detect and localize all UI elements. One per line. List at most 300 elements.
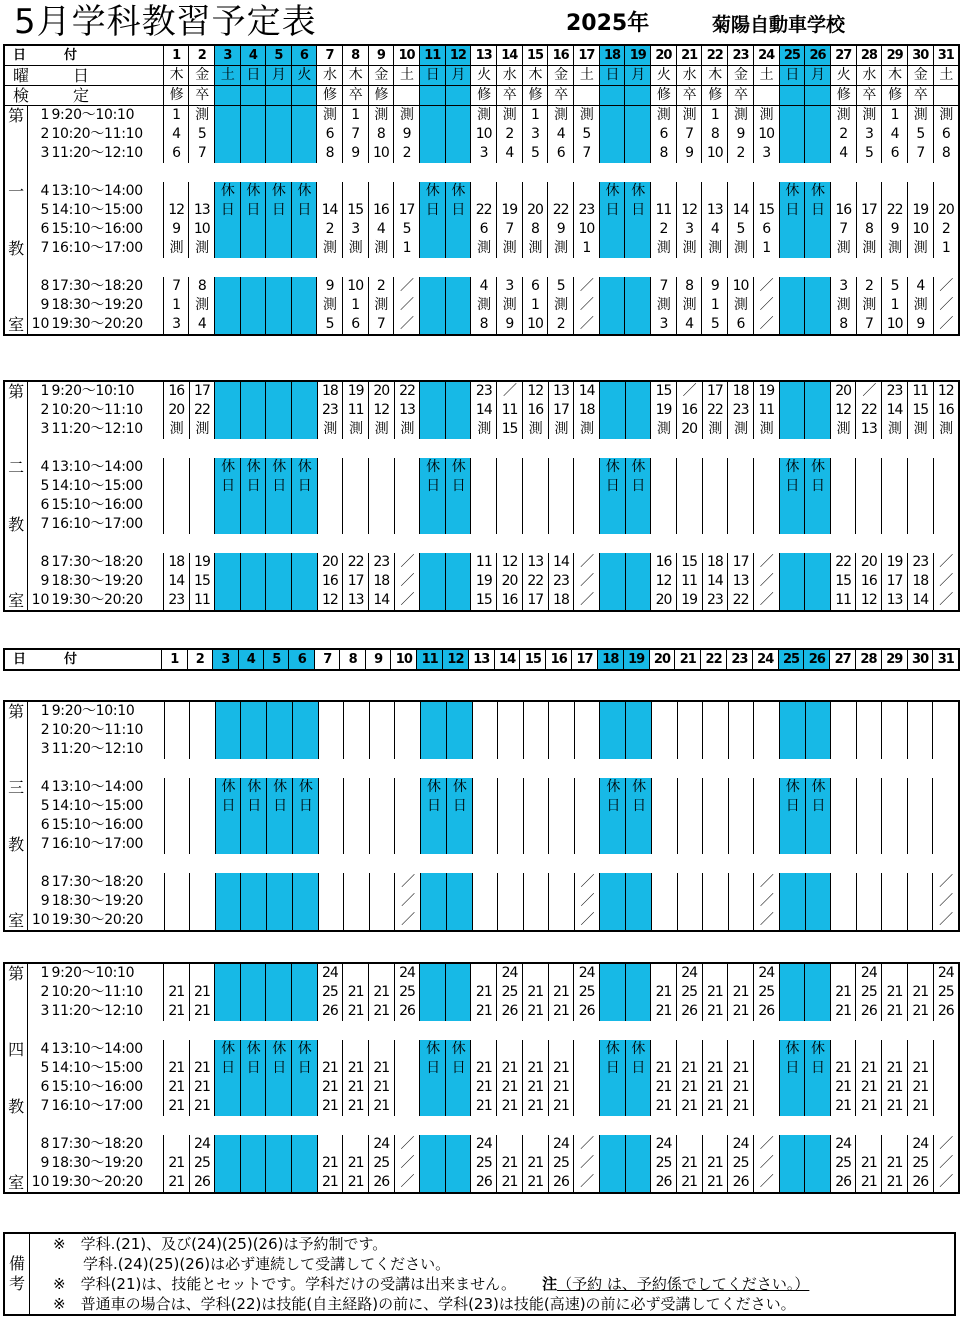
period-time: 19:30～20:20 bbox=[50, 591, 163, 611]
schedule-cell: 6 bbox=[471, 220, 497, 239]
schedule-cell: 25 bbox=[471, 1154, 497, 1173]
schedule-cell: 21 bbox=[343, 983, 369, 1002]
period-number: 3 bbox=[40, 1003, 50, 1019]
schedule-cell bbox=[344, 740, 369, 759]
schedule-cell: 測 bbox=[522, 239, 548, 258]
period-number: 5 bbox=[40, 1060, 50, 1076]
schedule-cell: 日 bbox=[626, 797, 652, 816]
room-side-char: 室 bbox=[4, 1173, 28, 1193]
date-cell: 1 bbox=[163, 45, 189, 66]
schedule-cell bbox=[549, 721, 574, 740]
schedule-cell bbox=[549, 892, 574, 911]
period-time: 17:30～18:20 bbox=[50, 1135, 163, 1154]
schedule-cell bbox=[163, 496, 189, 515]
schedule-cell: 9 bbox=[163, 220, 189, 239]
period-time: 16:10～17:00 bbox=[50, 1097, 163, 1116]
schedule-cell: 21 bbox=[856, 1173, 882, 1193]
schedule-cell: 13 bbox=[882, 591, 908, 611]
schedule-cell: ／ bbox=[753, 1154, 779, 1173]
schedule-cell bbox=[652, 835, 677, 854]
schedule-cell bbox=[291, 277, 317, 296]
schedule-cell bbox=[548, 182, 574, 201]
room-side-blank bbox=[4, 797, 28, 816]
weekday-cell: 日 bbox=[419, 66, 445, 86]
schedule-cell: 測 bbox=[651, 239, 677, 258]
room-side-blank bbox=[4, 1078, 28, 1097]
schedule-cell: 休 bbox=[445, 458, 471, 477]
schedule-cell bbox=[677, 797, 702, 816]
schedule-cell bbox=[856, 892, 881, 911]
schedule-cell bbox=[342, 182, 368, 201]
room-side-char: 第 bbox=[4, 106, 28, 126]
schedule-cell bbox=[599, 125, 625, 144]
schedule-cell bbox=[882, 778, 907, 797]
room-side-char: 教 bbox=[4, 1097, 28, 1116]
schedule-cell: 21 bbox=[189, 1078, 215, 1097]
schedule-cell bbox=[215, 106, 241, 126]
schedule-cell: 測 bbox=[728, 239, 754, 258]
schedule-cell bbox=[625, 1154, 651, 1173]
schedule-cell bbox=[702, 182, 728, 201]
schedule-cell bbox=[420, 1135, 446, 1154]
schedule-cell bbox=[625, 496, 651, 515]
schedule-cell: 20 bbox=[522, 201, 548, 220]
period-number: 7 bbox=[40, 516, 50, 532]
schedule-cell bbox=[344, 701, 369, 721]
schedule-cell: 16 bbox=[368, 201, 394, 220]
schedule-cell bbox=[856, 496, 882, 515]
schedule-cell bbox=[728, 835, 753, 854]
schedule-cell: 16 bbox=[856, 572, 882, 591]
schedule-cell: 18 bbox=[368, 572, 394, 591]
schedule-cell: ／ bbox=[394, 1135, 420, 1154]
schedule-cell bbox=[291, 515, 317, 534]
schedule-cell bbox=[420, 381, 446, 401]
schedule-cell bbox=[445, 1173, 471, 1193]
row-gap bbox=[28, 759, 959, 778]
schedule-cell bbox=[728, 496, 754, 515]
room-side-char: 室 bbox=[4, 591, 28, 611]
schedule-cell: 日 bbox=[420, 477, 446, 496]
room-side-blank bbox=[4, 201, 28, 220]
schedule-cell: 7 bbox=[496, 220, 522, 239]
schedule-cell bbox=[419, 239, 445, 258]
schedule-cell bbox=[600, 572, 626, 591]
period-time: 13:10～14:00 bbox=[50, 1040, 163, 1059]
schedule-cell: ／ bbox=[933, 591, 959, 611]
room-side-char: 教 bbox=[4, 239, 28, 258]
schedule-cell bbox=[625, 220, 651, 239]
room-side-spacer bbox=[4, 1116, 28, 1135]
schedule-cell: ／ bbox=[574, 911, 600, 931]
schedule-cell: 12 bbox=[163, 201, 189, 220]
schedule-cell bbox=[291, 1173, 317, 1193]
schedule-cell bbox=[368, 515, 394, 534]
schedule-cell: ／ bbox=[574, 591, 600, 611]
schedule-cell: 日 bbox=[241, 797, 267, 816]
schedule-cell: ／ bbox=[753, 892, 779, 911]
schedule-cell: 5 bbox=[728, 220, 754, 239]
schedule-cell bbox=[497, 458, 523, 477]
schedule-cell: 休 bbox=[215, 778, 241, 797]
schedule-cell: 休 bbox=[240, 458, 266, 477]
schedule-cell bbox=[882, 740, 907, 759]
schedule-cell bbox=[574, 496, 600, 515]
date-cell: 7 bbox=[314, 649, 339, 670]
schedule-cell: ／ bbox=[753, 296, 779, 315]
schedule-cell bbox=[652, 816, 677, 835]
schedule-cell bbox=[933, 496, 959, 515]
schedule-cell bbox=[472, 778, 497, 797]
schedule-cell bbox=[626, 740, 652, 759]
row-gap bbox=[28, 439, 959, 458]
schedule-cell: 24 bbox=[856, 963, 882, 983]
schedule-cell bbox=[163, 1135, 189, 1154]
schedule-cell: 休 bbox=[291, 458, 317, 477]
schedule-cell: 21 bbox=[856, 1078, 882, 1097]
schedule-cell bbox=[291, 1097, 317, 1116]
schedule-cell: 19 bbox=[882, 553, 908, 572]
schedule-cell bbox=[267, 816, 293, 835]
schedule-cell bbox=[625, 572, 651, 591]
schedule-cell bbox=[445, 1135, 471, 1154]
period-time: 19:30～20:20 bbox=[50, 315, 163, 335]
schedule-cell: 11 bbox=[189, 591, 215, 611]
schedule-cell: 日 bbox=[625, 477, 651, 496]
schedule-cell: 12 bbox=[497, 553, 523, 572]
schedule-cell bbox=[163, 963, 189, 983]
schedule-cell bbox=[241, 816, 267, 835]
schedule-cell bbox=[676, 1135, 702, 1154]
schedule-cell: 19 bbox=[343, 381, 369, 401]
schedule-cell: 21 bbox=[497, 1078, 523, 1097]
date-cell: 2 bbox=[187, 649, 212, 670]
period-time: 13:10～14:00 bbox=[50, 458, 163, 477]
schedule-cell: 休 bbox=[779, 778, 805, 797]
date-cell: 15 bbox=[520, 649, 546, 670]
schedule-cell bbox=[882, 797, 907, 816]
schedule-cell: 17 bbox=[882, 572, 908, 591]
schedule-cell bbox=[728, 1040, 754, 1059]
schedule-cell bbox=[240, 296, 266, 315]
schedule-cell bbox=[702, 1135, 728, 1154]
schedule-cell: 17 bbox=[856, 201, 882, 220]
weekday-cell: 土 bbox=[574, 66, 600, 86]
schedule-cell bbox=[522, 182, 548, 201]
schedule-cell: 21 bbox=[548, 1002, 574, 1021]
schedule-cell: 5 bbox=[522, 144, 548, 163]
schedule-cell bbox=[215, 911, 241, 931]
schedule-cell bbox=[549, 911, 574, 931]
schedule-cell: ／ bbox=[574, 277, 600, 296]
schedule-cell: 4 bbox=[189, 315, 215, 335]
schedule-cell bbox=[420, 572, 446, 591]
schedule-cell bbox=[241, 873, 267, 892]
schedule-cell bbox=[625, 296, 651, 315]
schedule-cell bbox=[907, 477, 933, 496]
schedule-cell: 21 bbox=[343, 1002, 369, 1021]
schedule-cell: 21 bbox=[907, 1002, 933, 1021]
schedule-cell bbox=[291, 381, 317, 401]
schedule-cell bbox=[394, 458, 420, 477]
schedule-cell bbox=[728, 701, 753, 721]
schedule-cell bbox=[498, 740, 523, 759]
schedule-cell: 休 bbox=[445, 182, 471, 201]
schedule-cell: 4 bbox=[496, 144, 522, 163]
period-number: 8 bbox=[40, 278, 50, 294]
schedule-cell: 19 bbox=[676, 591, 702, 611]
schedule-cell bbox=[805, 911, 831, 931]
schedule-cell bbox=[677, 873, 702, 892]
schedule-cell bbox=[445, 572, 471, 591]
schedule-cell: 10 bbox=[471, 125, 497, 144]
date-cell: 27 bbox=[830, 649, 856, 670]
schedule-cell bbox=[831, 873, 856, 892]
schedule-cell: 3 bbox=[522, 125, 548, 144]
schedule-cell bbox=[703, 911, 728, 931]
schedule-cell bbox=[291, 1078, 317, 1097]
schedule-cell bbox=[728, 797, 753, 816]
schedule-cell bbox=[240, 515, 266, 534]
schedule-cell bbox=[856, 701, 881, 721]
schedule-cell bbox=[369, 873, 394, 892]
page-title: 5月学科教習予定表 bbox=[14, 2, 317, 42]
schedule-cell bbox=[164, 778, 189, 797]
schedule-cell bbox=[549, 778, 574, 797]
schedule-cell bbox=[497, 477, 523, 496]
schedule-cell: 7 bbox=[856, 315, 882, 335]
schedule-cell bbox=[779, 835, 805, 854]
schedule-cell bbox=[318, 816, 343, 835]
period-number: 2 bbox=[40, 722, 50, 738]
schedule-cell bbox=[266, 144, 292, 163]
date-cell: 24 bbox=[752, 649, 778, 670]
room-side-blank bbox=[4, 1135, 28, 1154]
schedule-cell: 20 bbox=[933, 201, 959, 220]
schedule-cell: 1 bbox=[753, 239, 779, 258]
schedule-cell: 16 bbox=[933, 401, 959, 420]
schedule-cell: 18 bbox=[163, 553, 189, 572]
room-side-char: 教 bbox=[4, 835, 28, 854]
schedule-cell bbox=[625, 983, 651, 1002]
schedule-cell: 7 bbox=[574, 144, 600, 163]
date-cell: 13 bbox=[471, 45, 497, 66]
schedule-cell: 24 bbox=[497, 963, 523, 983]
schedule-cell: 8 bbox=[830, 315, 856, 335]
remark-line bbox=[53, 1274, 809, 1294]
schedule-cell bbox=[291, 239, 317, 258]
schedule-cell bbox=[317, 477, 343, 496]
schedule-cell bbox=[651, 477, 677, 496]
period-time: 14:10～15:00 bbox=[51, 797, 164, 816]
schedule-cell bbox=[240, 315, 266, 335]
schedule-cell: 21 bbox=[548, 1097, 574, 1116]
schedule-cell: 7 bbox=[830, 220, 856, 239]
schedule-cell: 22 bbox=[728, 591, 754, 611]
schedule-cell: 測 bbox=[830, 239, 856, 258]
schedule-cell: 26 bbox=[676, 1002, 702, 1021]
schedule-cell bbox=[369, 816, 394, 835]
schedule-cell: ／ bbox=[753, 277, 779, 296]
schedule-cell bbox=[240, 277, 266, 296]
schedule-cell: 測 bbox=[368, 420, 394, 439]
schedule-cell: 4 bbox=[163, 125, 189, 144]
schedule-cell: 21 bbox=[163, 1002, 189, 1021]
schedule-cell: 休 bbox=[266, 1040, 292, 1059]
schedule-cell bbox=[856, 911, 881, 931]
schedule-cell bbox=[728, 778, 753, 797]
schedule-cell bbox=[600, 553, 626, 572]
schedule-cell: 測 bbox=[882, 239, 908, 258]
weekday-cell: 木 bbox=[342, 66, 368, 86]
room-side-spacer bbox=[4, 258, 28, 277]
exam-cell: 卒 bbox=[676, 86, 702, 106]
date-cell: 30 bbox=[907, 649, 933, 670]
schedule-cell bbox=[882, 458, 908, 477]
schedule-cell bbox=[652, 892, 677, 911]
schedule-cell bbox=[779, 381, 805, 401]
schedule-cell: 13 bbox=[522, 553, 548, 572]
schedule-cell bbox=[677, 911, 702, 931]
schedule-cell bbox=[831, 721, 856, 740]
schedule-cell: 21 bbox=[317, 1059, 343, 1078]
schedule-cell bbox=[471, 963, 497, 983]
schedule-cell bbox=[831, 778, 856, 797]
schedule-cell: ／ bbox=[395, 892, 421, 911]
schedule-cell bbox=[266, 1002, 292, 1021]
schedule-cell: 25 bbox=[753, 983, 779, 1002]
schedule-cell bbox=[779, 239, 805, 258]
schedule-cell: 3 bbox=[753, 144, 779, 163]
schedule-cell bbox=[498, 778, 523, 797]
weekday-cell: 水 bbox=[496, 66, 522, 86]
schedule-cell bbox=[190, 873, 215, 892]
exam-cell bbox=[779, 86, 805, 106]
schedule-cell bbox=[599, 315, 625, 335]
schedule-cell bbox=[831, 740, 856, 759]
period-number: 10 bbox=[28, 911, 51, 931]
schedule-cell: 6 bbox=[933, 125, 959, 144]
schedule-cell bbox=[471, 515, 497, 534]
schedule-cell bbox=[933, 477, 959, 496]
schedule-cell: 7 bbox=[163, 277, 189, 296]
date-cell: 31 bbox=[933, 649, 959, 670]
room-side-blank bbox=[4, 1059, 28, 1078]
schedule-cell bbox=[522, 496, 548, 515]
schedule-cell: 20 bbox=[856, 553, 882, 572]
schedule-cell bbox=[215, 315, 241, 335]
schedule-cell: 日 bbox=[779, 477, 805, 496]
schedule-cell bbox=[933, 1040, 959, 1059]
weekday-cell: 土 bbox=[753, 66, 779, 86]
schedule-cell bbox=[164, 911, 189, 931]
room-side-char: 二 bbox=[4, 458, 28, 477]
schedule-cell bbox=[369, 835, 394, 854]
schedule-cell bbox=[600, 835, 626, 854]
date-cell: 11 bbox=[417, 649, 443, 670]
exam-cell bbox=[805, 86, 831, 106]
schedule-cell: 25 bbox=[497, 983, 523, 1002]
schedule-cell bbox=[907, 721, 932, 740]
schedule-cell: 13 bbox=[548, 381, 574, 401]
schedule-cell bbox=[548, 477, 574, 496]
schedule-cell bbox=[291, 572, 317, 591]
schedule-cell: 測 bbox=[882, 420, 908, 439]
schedule-cell: 8 bbox=[368, 125, 394, 144]
schedule-cell bbox=[523, 701, 548, 721]
schedule-cell: 21 bbox=[471, 1078, 497, 1097]
room-side-blank bbox=[4, 220, 28, 239]
schedule-cell bbox=[190, 721, 215, 740]
schedule-cell bbox=[753, 458, 779, 477]
date-cell: 3 bbox=[215, 45, 241, 66]
schedule-cell bbox=[882, 496, 908, 515]
schedule-cell bbox=[445, 553, 471, 572]
schedule-cell: 休 bbox=[240, 182, 266, 201]
schedule-cell bbox=[779, 591, 805, 611]
schedule-cell bbox=[266, 315, 292, 335]
schedule-cell: 21 bbox=[830, 1097, 856, 1116]
schedule-cell bbox=[652, 911, 677, 931]
schedule-cell: 日 bbox=[599, 201, 625, 220]
schedule-cell bbox=[395, 835, 421, 854]
schedule-cell: 2 bbox=[856, 277, 882, 296]
date-cell: 12 bbox=[445, 45, 471, 66]
schedule-cell bbox=[291, 125, 317, 144]
schedule-cell bbox=[420, 1002, 446, 1021]
schedule-cell bbox=[445, 220, 471, 239]
schedule-cell bbox=[421, 911, 447, 931]
schedule-cell: 21 bbox=[651, 1002, 677, 1021]
schedule-cell: 26 bbox=[651, 1173, 677, 1193]
schedule-cell bbox=[856, 816, 881, 835]
schedule-cell bbox=[164, 701, 189, 721]
schedule-cell bbox=[600, 1097, 626, 1116]
schedule-cell: 2 bbox=[394, 144, 420, 163]
period-number: 3 bbox=[40, 421, 50, 437]
period-time: 18:30～19:20 bbox=[50, 1154, 163, 1173]
period-time: 9:20～10:10 bbox=[50, 963, 163, 983]
schedule-cell bbox=[420, 591, 446, 611]
schedule-cell: 16 bbox=[676, 401, 702, 420]
schedule-cell: 8 bbox=[471, 315, 497, 335]
schedule-cell bbox=[753, 182, 779, 201]
schedule-cell: ／ bbox=[933, 873, 959, 892]
schedule-cell: 21 bbox=[189, 1002, 215, 1021]
schedule-cell bbox=[445, 1002, 471, 1021]
schedule-cell bbox=[472, 816, 497, 835]
schedule-cell: 21 bbox=[856, 1097, 882, 1116]
schedule-cell: 25 bbox=[394, 983, 420, 1002]
schedule-cell bbox=[419, 277, 445, 296]
schedule-cell bbox=[369, 778, 394, 797]
schedule-cell bbox=[882, 1040, 908, 1059]
schedule-cell: 22 bbox=[471, 201, 497, 220]
schedule-cell: 日 bbox=[445, 1059, 471, 1078]
schedule-cell: 21 bbox=[522, 983, 548, 1002]
schedule-cell bbox=[266, 553, 292, 572]
date-cell: 26 bbox=[804, 649, 830, 670]
schedule-cell bbox=[523, 835, 548, 854]
schedule-cell: 18 bbox=[702, 553, 728, 572]
schedule-cell bbox=[266, 277, 292, 296]
schedule-cell: 測 bbox=[907, 106, 933, 126]
schedule-cell bbox=[215, 296, 241, 315]
schedule-cell: 10 bbox=[368, 144, 394, 163]
period-number: 7 bbox=[40, 1098, 50, 1114]
schedule-cell bbox=[753, 477, 779, 496]
schedule-cell: 9 bbox=[394, 125, 420, 144]
